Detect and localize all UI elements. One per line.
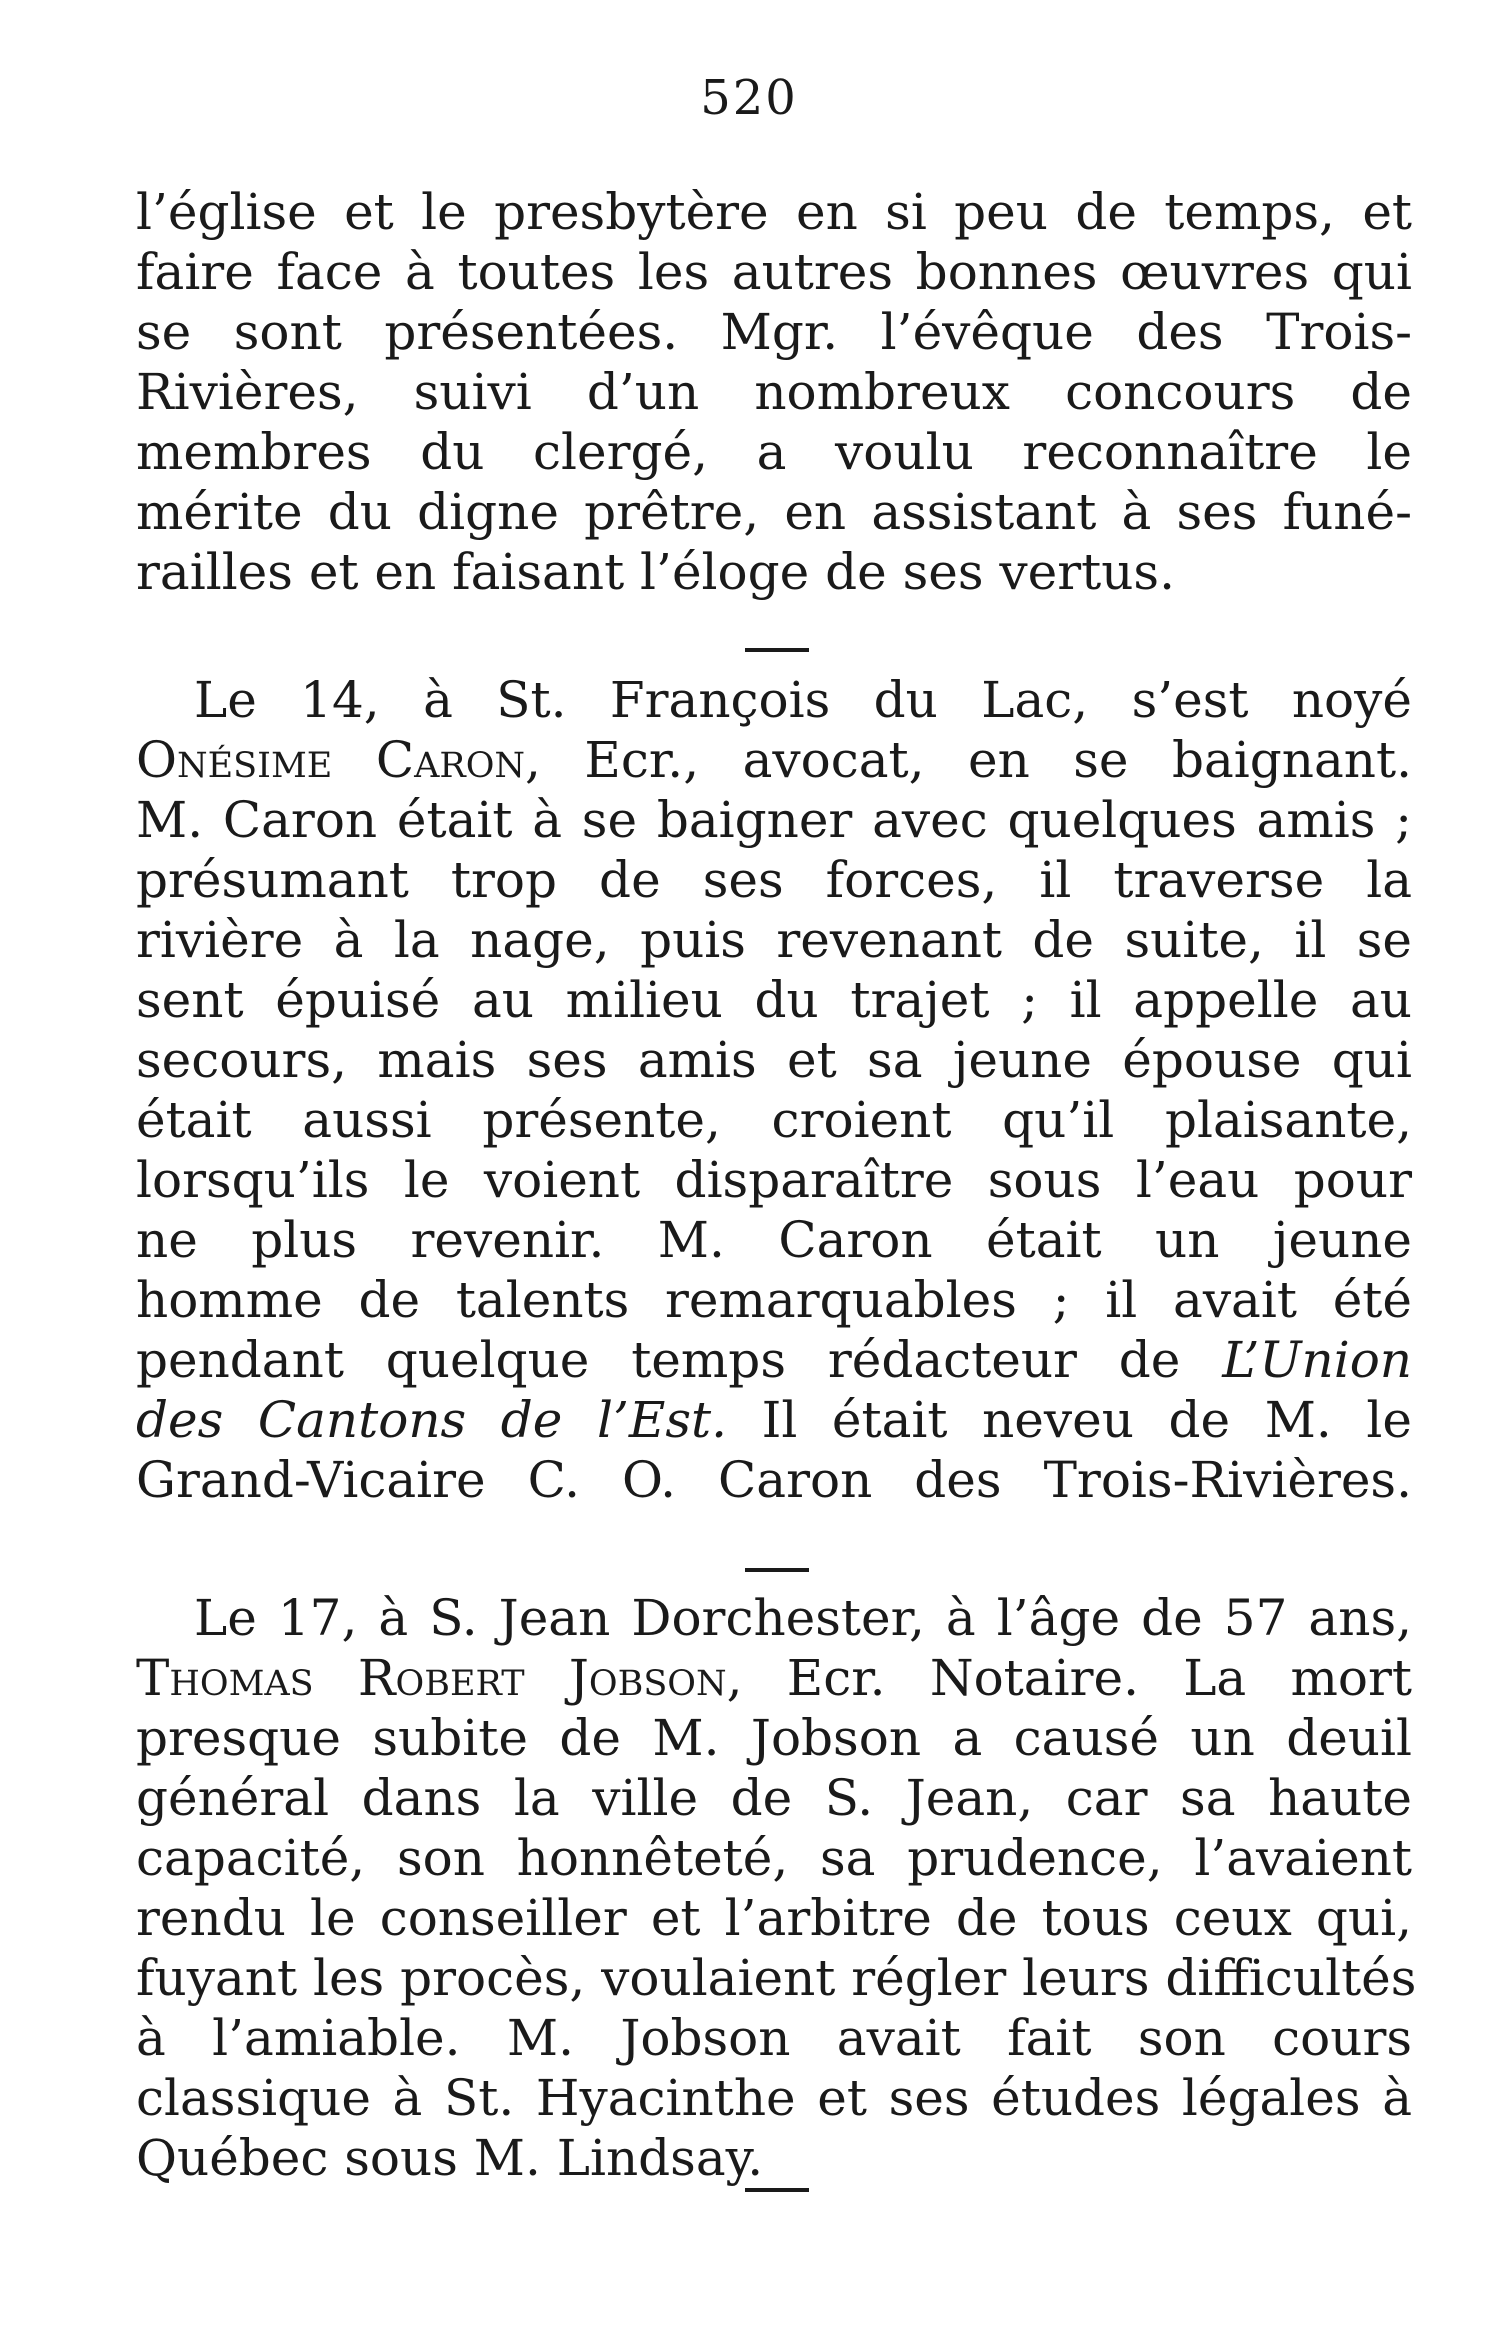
text-fragment: , Ecr. Notaire. La mort	[726, 1649, 1412, 1707]
text-line	[136, 730, 1412, 790]
text-line: rivière à la nage, puis revenant de suite, il se	[136, 911, 1412, 969]
section-divider	[745, 2188, 809, 2192]
text-line: railles et en faisant l’éloge de ses vertus.	[136, 543, 1175, 601]
paragraph-1	[136, 182, 1412, 602]
text-line: sent épuisé au milieu du trajet ; il appelle au	[136, 971, 1412, 1029]
text-line: membres du clergé, a voulu reconnaître le	[136, 423, 1412, 481]
section-divider	[745, 1568, 809, 1572]
text-line: Québec sous M. Lindsay.	[136, 2129, 764, 2187]
text-line: ne plus revenir. M. Caron était un jeune	[136, 1211, 1412, 1269]
text-line: lorsqu’ils le voient disparaître sous l’eau pour	[136, 1151, 1412, 1209]
newspaper-title: L’Union	[1222, 1331, 1412, 1389]
text-line: Rivières, suivi d’un nombreux concours de	[136, 363, 1412, 421]
text-line: secours, mais ses amis et sa jeune épouse qui	[136, 1031, 1412, 1089]
text-line: capacité, son honnêteté, sa prudence, l’avaient	[136, 1829, 1412, 1887]
text-line: présumant trop de ses forces, il traverse la	[136, 851, 1412, 909]
text-line: était aussi présente, croient qu’il plaisante,	[136, 1091, 1412, 1149]
text-line: rendu le conseiller et l’arbitre de tous ceux qui,	[136, 1889, 1412, 1947]
text-line: l’église et le presbytère en si peu de temps, et	[136, 183, 1412, 241]
newspaper-title: des Cantons de l’Est.	[136, 1391, 727, 1449]
text-line: homme de talents remarquables ; il avait été	[136, 1271, 1412, 1329]
person-name: Thomas Robert Jobson	[136, 1649, 727, 1707]
person-name: Onésime Caron	[136, 731, 526, 789]
text-line: Le 14, à St. François du Lac, s’est noyé	[194, 671, 1412, 729]
text-line: fuyant les procès, voulaient régler leurs difficultés	[136, 1949, 1417, 2007]
text-line	[136, 1390, 1412, 1450]
text-line: classique à St. Hyacinthe et ses études légales à	[136, 2069, 1412, 2127]
paragraph-3	[136, 1588, 1417, 2188]
paragraph-2	[136, 670, 1412, 1510]
page-number: 520	[700, 70, 798, 126]
text-line	[136, 1330, 1412, 1390]
text-line: Grand-Vicaire C. O. Caron des Trois-Rivières.	[136, 1451, 1412, 1509]
text-line: M. Caron était à se baigner avec quelques amis ;	[136, 791, 1412, 849]
text-line: mérite du digne prêtre, en assistant à ses funé-	[136, 483, 1412, 541]
text-fragment: pendant quelque temps rédacteur de	[136, 1331, 1223, 1389]
text-fragment: Il était neveu de M. le	[727, 1391, 1412, 1449]
text-line: presque subite de M. Jobson a causé un deuil	[136, 1709, 1412, 1767]
section-divider	[745, 648, 809, 652]
text-fragment: , Ecr., avocat, en se baignant.	[525, 731, 1412, 789]
text-line: à l’amiable. M. Jobson avait fait son cours	[136, 2009, 1412, 2067]
text-line: Le 17, à S. Jean Dorchester, à l’âge de 57 ans,	[194, 1589, 1412, 1647]
text-line: général dans la ville de S. Jean, car sa haute	[136, 1769, 1412, 1827]
text-line	[136, 1648, 1412, 1708]
text-line: faire face à toutes les autres bonnes œuvres qui	[136, 243, 1412, 301]
text-line: se sont présentées. Mgr. l’évêque des Trois-	[136, 303, 1412, 361]
